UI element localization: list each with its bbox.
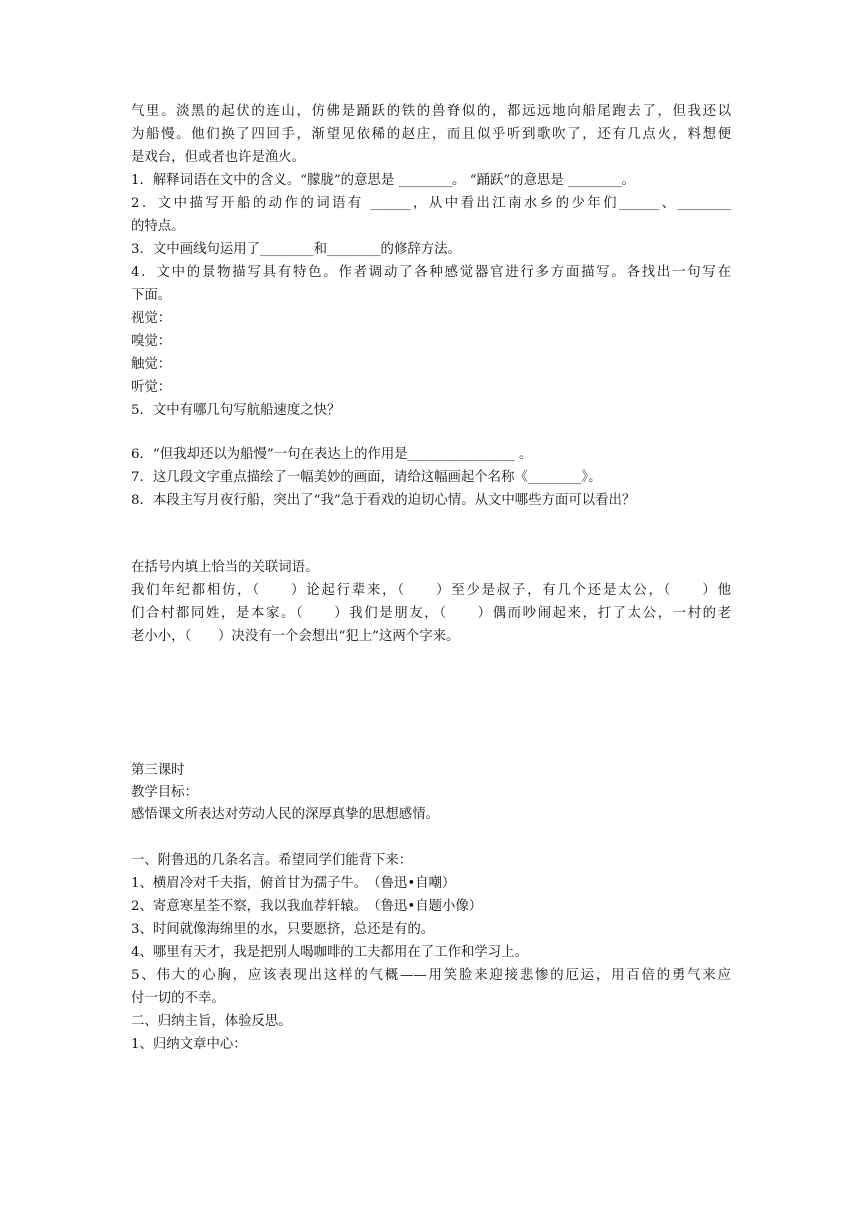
question-8: 8．本段主写月夜行船，突出了“我”急于看戏的迫切心情。从文中哪些方面可以看出？ [131,493,636,508]
question-7: 7．这几段文字重点描绘了一幅美妙的画面，请给这幅画起个名称《________》。 [131,470,602,485]
section-1-title: 一、附鲁迅的几条名言。希望同学们能背下来： [131,853,413,868]
conjunction-exercise-title: 在括号内填上恰当的关联词语。 [131,560,319,575]
quote-3: 3、时间就像海绵里的水，只要愿挤，总还是有的。 [131,922,435,937]
section-2-title: 二、归纳主旨，体验反思。 [131,1014,292,1029]
quote-5-line-1: 5、伟大的心胸，应该表现出这样的气概——用笑脸来迎接悲惨的厄运，用百倍的勇气来应 [131,968,731,983]
teaching-goal-text: 感悟课文所表达对劳动人民的深厚真挚的思想感情。 [131,807,439,822]
conjunction-exercise-line-1: 我们年纪都相仿，（ ）论起行辈来，（ ）至少是叔子，有几个还是太公，（ ）他 [131,583,731,598]
teaching-goal-label: 教学目标： [131,785,198,800]
sense-visual-label: 视觉： [131,311,172,326]
quote-4: 4、哪里有天才，我是把别人喝咖啡的工夫都用在了工作和学习上。 [131,945,528,960]
question-6: 6．“但我却还以为船慢”一句在表达上的作用是________________ 。 [131,447,533,462]
sense-smell-label: 嗅觉： [131,334,172,349]
quote-5-line-2: 付一切的不幸。 [131,991,225,1006]
question-5: 5．文中有哪几句写航船速度之快？ [131,403,341,418]
conjunction-exercise-line-3: 老小小，（ ）决没有一个会想出“犯上”这两个字来。 [131,629,460,644]
question-2-line-2: 的特点。 [131,219,185,234]
question-1: 1．解释词语在文中的含义。“朦胧”的意思是 ________。 “踊跃”的意思是 ________。 [131,173,635,188]
passage-line-3: 是戏台，但或者也许是渔火。 [131,150,306,165]
question-4-line-2: 下面。 [131,288,172,303]
quote-1: 1、横眉冷对千夫指，俯首甘为孺子牛。 （鲁迅•自嘲） [131,876,456,891]
lesson-3-title: 第三课时 [131,763,185,778]
question-4-line-1: 4．文中的景物描写具有特色。作者调动了各种感觉器官进行多方面描写。各找出一句写在 [131,265,731,280]
passage-line-1: 气里。淡黑的起伏的连山，仿佛是踊跃的铁的兽脊似的，都远远地向船尾跑去了，但我还以 [131,104,731,119]
question-3: 3．文中画线句运用了________和________的修辞方法。 [131,242,461,257]
sense-touch-label: 触觉： [131,357,172,372]
quote-2: 2、寄意寒星荃不察，我以我血荐轩辕。 （鲁迅•自题小像） [131,899,483,914]
passage-line-2: 为船慢。他们换了四回手，渐望见依稀的赵庄，而且似乎听到歌吹了，还有几点火，料想便 [131,127,731,142]
sense-hearing-label: 听觉： [131,380,172,395]
question-2-line-1: 2．文中描写开船的动作的词语有 ______，从中看出江南水乡的少年们______、________ [131,196,731,211]
conjunction-exercise-line-2: 们合村都同姓，是本家。（ ）我们是朋友，（ ）偶而吵闹起来，打了太公，一村的老 [131,606,731,621]
section-2-item-1: 1、归纳文章中心： [131,1037,247,1052]
